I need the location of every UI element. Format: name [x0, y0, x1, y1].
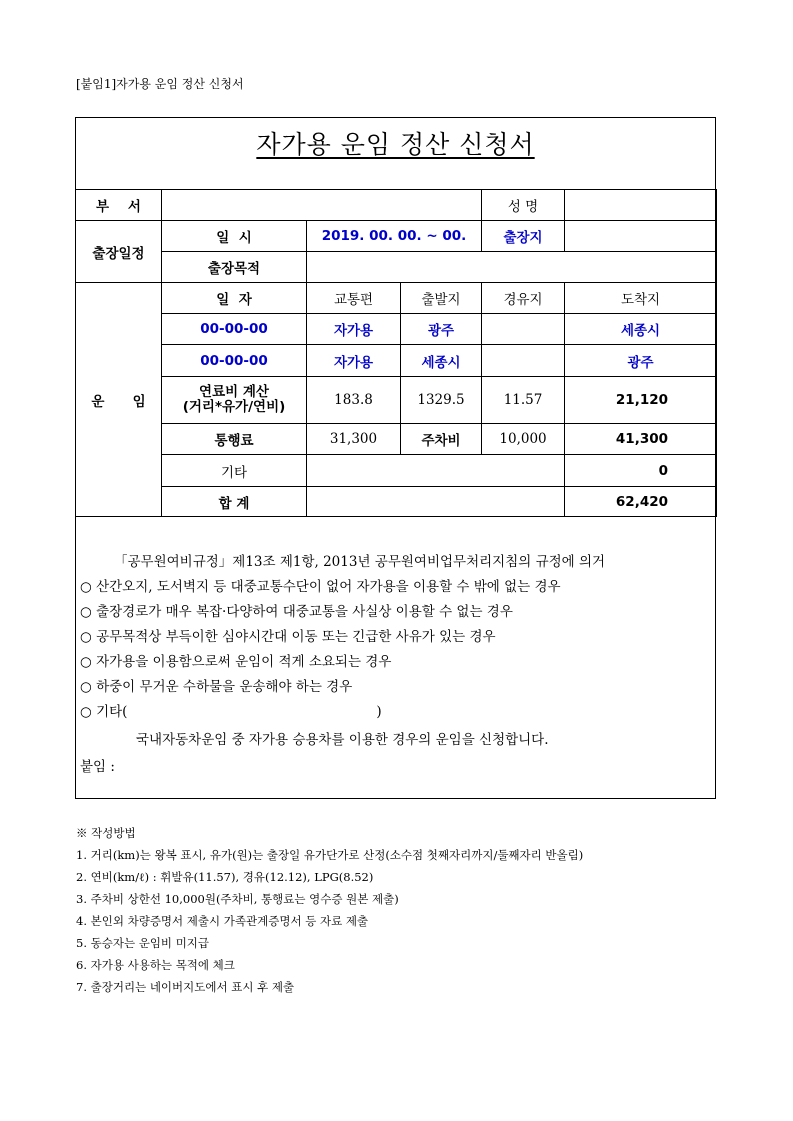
trip-row — [76, 314, 717, 345]
distance-value[interactable]: 183.8 — [307, 377, 401, 424]
other-row — [76, 455, 717, 487]
toll-value[interactable]: 31,300 — [307, 424, 401, 455]
instructions — [76, 822, 583, 998]
instruction-item: 1. 거리(km)는 왕복 표시, 유가(원)는 출장일 유가단가로 산정(소수점 첫째자리까지/둘째자리 반올림) — [76, 848, 584, 862]
fuel-price-value[interactable]: 1329.5 — [401, 377, 482, 424]
fuel-label-line2: (거리*유가/연비) — [182, 399, 286, 415]
attachment-line: 붙임 : — [80, 759, 115, 775]
date-header: 일 자 — [162, 283, 307, 314]
attachment-label: [붙임1]자가용 운임 정산 신청서 — [76, 77, 244, 91]
vehicle-header: 교통편 — [307, 283, 401, 314]
trip-via[interactable] — [482, 345, 565, 377]
dest-label: 출장지 — [482, 221, 565, 252]
option-item[interactable]: ○ 공무목적상 부득이한 심야시간대 이동 또는 긴급한 사유가 있는 경우 — [80, 629, 496, 645]
purpose-value[interactable] — [307, 252, 717, 283]
trip-to[interactable]: 세종시 — [565, 314, 717, 345]
from-header: 출발지 — [401, 283, 482, 314]
datetime-value[interactable]: 2019. 00. 00. ~ 00. — [307, 221, 482, 252]
option-item[interactable]: ○ 하중이 무거운 수하물을 운송해야 하는 경우 — [80, 679, 353, 695]
instruction-item: 5. 동승자는 운임비 미지급 — [76, 936, 210, 950]
option-item[interactable]: ○ 자가용을 이용함으로써 운임이 적게 소요되는 경우 — [80, 654, 392, 670]
instruction-item: 3. 주차비 상한선 10,000원(주차비, 통행료는 영수증 원본 제출) — [76, 892, 399, 906]
toll-parking-total: 41,300 — [565, 424, 717, 455]
datetime-label: 일 시 — [162, 221, 307, 252]
sum-value — [307, 487, 565, 517]
trip-date[interactable]: 00-00-00 — [162, 345, 307, 377]
name-label: 성 명 — [482, 190, 565, 221]
dept-value[interactable] — [162, 190, 482, 221]
trip-label: 출장일정 — [76, 221, 162, 283]
sum-total: 62,420 — [565, 487, 717, 517]
instruction-item: 7. 출장거리는 네이버지도에서 표시 후 제출 — [76, 980, 295, 994]
purpose-label: 출장목적 — [162, 252, 307, 283]
trip-via[interactable] — [482, 314, 565, 345]
fuel-label-line1: 연료비 계산 — [199, 384, 269, 400]
toll-row — [76, 424, 717, 455]
trip-vehicle[interactable]: 자가용 — [307, 345, 401, 377]
fare-section-label: 운 임 — [76, 283, 162, 517]
trip-from[interactable]: 광주 — [401, 314, 482, 345]
fuel-label — [162, 377, 307, 424]
sum-row — [76, 487, 717, 517]
efficiency-value[interactable]: 11.57 — [482, 377, 565, 424]
option-item[interactable]: ○ 출장경로가 매우 복잡·다양하여 대중교통을 사실상 이용할 수 없는 경우 — [80, 604, 513, 620]
option-item[interactable]: ○ 산간오지, 도서벽지 등 대중교통수단이 없어 자가용을 이용할 수 밖에 없는 경우 — [80, 579, 561, 595]
trip-vehicle[interactable]: 자가용 — [307, 314, 401, 345]
instruction-item: 4. 본인외 차량증명서 제출시 가족관계증명서 등 자료 제출 — [76, 914, 369, 928]
toll-label: 통행료 — [162, 424, 307, 455]
dest-value[interactable] — [565, 221, 717, 252]
trip-date[interactable]: 00-00-00 — [162, 314, 307, 345]
form-frame — [75, 117, 716, 799]
parking-label: 주차비 — [401, 424, 482, 455]
fuel-total: 21,120 — [565, 377, 717, 424]
datetime-row — [76, 221, 717, 252]
option-item-other[interactable]: ○ 기타( ) — [80, 704, 382, 720]
trip-row — [76, 345, 717, 377]
instruction-item: 6. 자가용 사용하는 목적에 체크 — [76, 958, 235, 972]
via-header: 경유지 — [482, 283, 565, 314]
dept-label: 부 서 — [76, 190, 162, 221]
other-total: 0 — [565, 455, 717, 487]
name-value[interactable] — [565, 190, 717, 221]
other-value[interactable] — [307, 455, 565, 487]
request-body — [80, 550, 714, 780]
fare-header-row — [76, 283, 717, 314]
other-label: 기타 — [162, 455, 307, 487]
purpose-row — [76, 252, 717, 283]
request-statement: 국내자동차운임 중 자가용 승용차를 이용한 경우의 운임을 신청합니다. — [136, 732, 549, 748]
instruction-item: 2. 연비(km/ℓ) : 휘발유(11.57), 경유(12.12), LPG(8.52) — [76, 870, 374, 884]
trip-from[interactable]: 세종시 — [401, 345, 482, 377]
fuel-row — [76, 377, 717, 424]
sum-label: 합 계 — [162, 487, 307, 517]
parking-value[interactable]: 10,000 — [482, 424, 565, 455]
legal-basis: 「공무원여비규정」제13조 제1항, 2013년 공무원여비업무처리지침의 규정에 의거 — [114, 554, 606, 570]
instructions-title: ※ 작성방법 — [76, 826, 136, 840]
dept-row — [76, 190, 717, 221]
fare-table — [75, 189, 717, 517]
to-header: 도착지 — [565, 283, 717, 314]
trip-to[interactable]: 광주 — [565, 345, 717, 377]
form-title: 자가용 운임 정산 신청서 — [256, 130, 535, 159]
